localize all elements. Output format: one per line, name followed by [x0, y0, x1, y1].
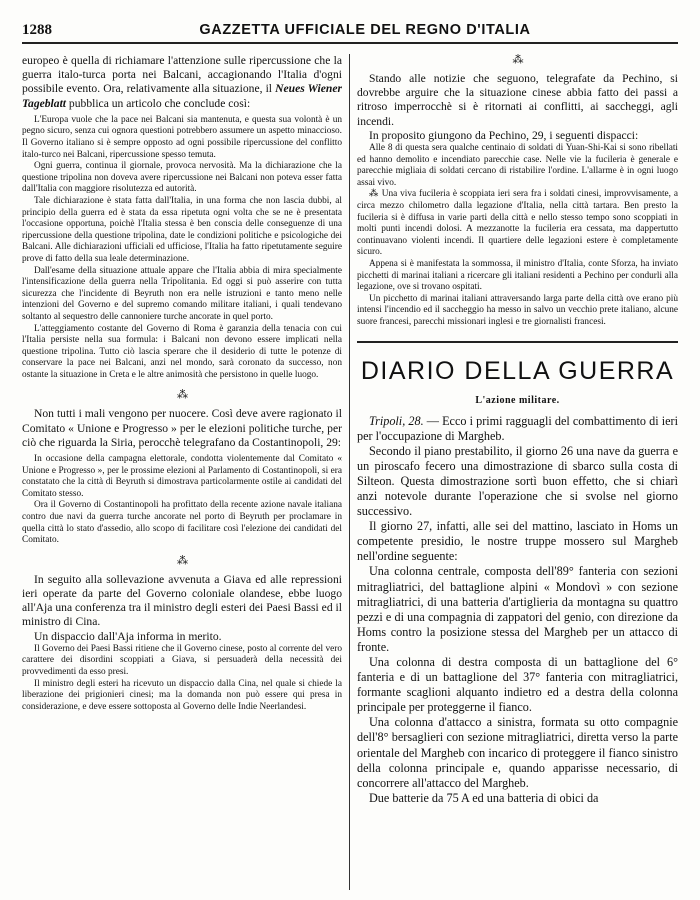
right-column: [357, 54, 678, 890]
article-paragraph: europeo è quella di richiamare l'attenzione sulle ripercussione che la guerra italo-turca porta nei Balcani, accagionando l'Italia d'ogni possibile evento. Ora, relativamente alla situazione, il Neues Wiener Tageblatt pubblica un articolo che conclude così:: [22, 54, 342, 110]
article-paragraph: Il giorno 27, infatti, alle sei del mattino, lasciato in Homs un competente presidio, le nostre truppe mossero sul Margheb nell'ordine seguente:: [357, 519, 678, 564]
article-paragraph: In proposito giungono da Pechino, 29, i seguenti dispacci:: [369, 128, 639, 142]
newspaper-title: GAZZETTA UFFICIALE DEL REGNO D'ITALIA: [199, 22, 531, 38]
diario-della-guerra-heading: DIARIO DELLA GUERRA: [360, 356, 675, 385]
article-paragraph: Un dispaccio dall'Aja informa in merito.: [34, 629, 222, 643]
article-paragraph: Una colonna centrale, composta dell'89° fanteria con sezioni mitragliatrici, del battaglione alpini « Mondovì » con sezione mitragliatrici, di una batteria d'artiglieria da montagna su quattro pezzi e di una compagnia di zappatori del genio, con direzione da Homs contro la posizione stessa del Margheb per un attacco di fronte.: [357, 564, 678, 654]
quote-paragraph: Il Governo dei Paesi Bassi ritiene che il Governo cinese, posto al corrente del vero carattere dei disordini scoppiati a Giava, si persuaderà della necessità dei provvedimenti da esso presi.: [22, 643, 342, 678]
section-separator: ⁂: [177, 389, 187, 402]
quote-paragraph: Un picchetto di marinai italiani attraversando larga parte della città ove erano più intensi l'incendio ed il saccheggio ha messo in salvo un vecchio prete italiano, alcune suore francesi, parecchi missionari inglesi e tre giornalisti francesi.: [357, 293, 678, 327]
quote-paragraph: Appena si è manifestata la sommossa, il ministro d'Italia, conte Sforza, ha inviato picchetti di marinai italiani a ricercare gli italiani residenti a Pechino per condurli alla legazione, ove si trovano ospitati.: [357, 258, 678, 293]
article-paragraph: Tripoli, 28. — Ecco i primi ragguagli del combattimento di ieri per l'occupazione di Margheb.: [357, 413, 678, 443]
left-column: [22, 54, 342, 890]
page-number: 1288: [22, 22, 52, 38]
article-paragraph: Non tutti i mali vengono per nuocere. Così deve avere ragionato il Comitato « Unione e Progresso » per le elezioni politiche turche, per ciò che riguarda la Siria, perocchè telegrafano da Costantinopoli, 29:: [22, 407, 342, 449]
quote-paragraph: Alle 8 di questa sera qualche centinaio di soldati di Yuan-Shi-Kai si sono ribellati ed hanno demolito e incendiato parecchie case. Nelle vie la fucileria è generale e parecchie migliaia di soldati cercano di ristabilire l'ordine. L'allarme è in ogni luogo assai vivo.: [357, 143, 678, 188]
page-header: [22, 18, 678, 44]
quote-paragraph: Il ministro degli esteri ha ricevuto un dispaccio dalla Cina, nel quale si chiede la liberazione dei prigionieri cinesi; ma la domanda non può essere qui presa in considerazione, e deve essere sottoposta al Governo delle Indie Neerlandesi.: [22, 678, 342, 712]
section-separator: ⁂: [512, 54, 523, 66]
article-paragraph: Una colonna di destra composta di un battaglione del 6° fanteria e di un battaglione del 37° fanteria con mitragliatrici, formante scaglioni alquanto indietro ed a destra della colonna principale per proteggerne il fianco.: [357, 655, 678, 715]
quote-paragraph: Ogni guerra, continua il giornale, provoca nervosità. Ma la dichiarazione che la questione tripolina non doveva avere ripercussione nei Balcani non poteva esser fatta dall'Italia con maggiore risolutezza ed autorità.: [22, 161, 342, 195]
article-paragraph: Una colonna d'attacco a sinistra, formata su otto compagnie dell'8° bersaglieri con sezione mitragliatrici, diretta verso la parte orientale del Margheb con incarico di proteggere il fianco sinistro della colonna principale e, quando apparisse necessario, di concorrere all'attacco del Margheb.: [357, 715, 678, 790]
article-paragraph: Secondo il piano prestabilito, il giorno 26 una nave da guerra e un piroscafo fecero una dimostrazione di sbarco sulla costa di Silteon. Questa dimostrazione sortì buon effetto, che si chiarì anzi notevole durante l'operazione che si svolse nel giorno successivo.: [357, 443, 678, 519]
section-separator: ⁂: [177, 554, 187, 567]
article-paragraph: In seguito alla sollevazione avvenuta a Giava ed alle repressioni ieri operate da parte del Governo coloniale olandese, ebbe luogo all'Aja una conferenza tra il ministro degli esteri dei Paesi Bassi ed il ministro di Cina.: [22, 572, 342, 629]
section-rule: [357, 341, 678, 343]
article-paragraph: Stando alle notizie che seguono, telegrafate da Pechino, si dovrebbe arguire che la situazione cinese abbia fatto dei passi a ritroso imperrocchè si è ritornati ai conflitti, ai saccheggi, agli incendi.: [357, 72, 678, 128]
article-paragraph: Due batterie da 75 A ed una batteria di obici da: [369, 790, 599, 805]
column-divider: [349, 54, 350, 890]
quote-paragraph: Dall'esame della situazione attuale appare che l'Italia abbia di mira specialmente l'intensificazione della guerra nella Tripolitania. Ed oggi si può asserire con tutta sicurezza che l'incidente di Beyruth non era nelle istruzioni e tanto meno nelle intenzioni del Governo e del supremo comando militare italiani, i quali tendevano soltanto al sequestro delle cannoniere turche ancorate in quel porto.: [22, 265, 342, 322]
quote-paragraph: Ora il Governo di Costantinopoli ha profittato della recente azione navale italiana contro due navi da guerra turche ancorate nel porto di Beyruth per proclamare in quella città lo stato d'assedio, allo scopo di facilitare così l'elezione dei candidati del Comitato.: [22, 500, 342, 546]
quote-paragraph: L'Europa vuole che la pace nei Balcani sia mantenuta, e questa sua volontà è un pegno sicuro, senza cui ognora questioni potrebbero assumere un aspetto minaccioso. Il Governo italiano si è sempre opposto ad ogni possibile ripercussione del conflitto italo-turco nei Balcani, ripercussione spesso temuta.: [22, 114, 342, 160]
quote-paragraph: L'atteggiamento costante del Governo di Roma è garanzia della tenacia con cui l'Italia persiste nella sua formula: i Balcani non devono essere implicati nella questione tripolina. Tutto ciò lascia sperare che il desiderio di tutte le potenze di conservare la pace nei Balcani, anzi nel mondo, sarà coronato da successo, non ostante la situazione in Creta e le altre animosità che persistono in quelle luogo.: [22, 323, 342, 380]
quote-paragraph: Tale dichiarazione è stata fatta dall'Italia, in una forma che non lascia dubbi, al principio della guerra ed è stata da essa ripetuta ogni volta che se ne è presentata l'occasione opportuna, poichè l'Italia stessa è ben conscia delle conseguenze di una ripercussione della questione tripolina, date le condizioni politiche e psicologiche dei Balcani. Alle dichiarazioni ufficiali ed ufficiose, l'Italia ha fatto ripetutamente seguire prove di fatto della sua leale determinazione.: [22, 195, 342, 264]
section-subheading: L'azione militare.: [475, 394, 560, 406]
quote-paragraph: In occasione della campagna elettorale, condotta violentemente dal Comitato « Unione e Progresso », per le prossime elezioni al Parlamento di Costantinopoli, si era constatato che la città di Beyruth si dimostrava particolarmente ostile ai candidati del Comitato stesso.: [22, 454, 342, 499]
dateline: Tripoli, 28.: [369, 413, 424, 428]
quote-paragraph: ⁂ Una viva fucileria è scoppiata ieri sera fra i soldati cinesi, improvvisamente, a circa mezzo chilometro dalla legazione d'Italia, nella città tartara. Ben presto la fucileria si è diffusa in varie parti della città e nello stesso tempo sono scoppiati in molti punti incendi dolosi. A mezzanotte la fucileria era cessata, ma dappertutto continuavano violenti incendi. Il quartiere delle legazioni estere è completamente sicuro.: [357, 189, 678, 258]
publication-name: Neues Wiener Tageblatt: [22, 82, 342, 110]
